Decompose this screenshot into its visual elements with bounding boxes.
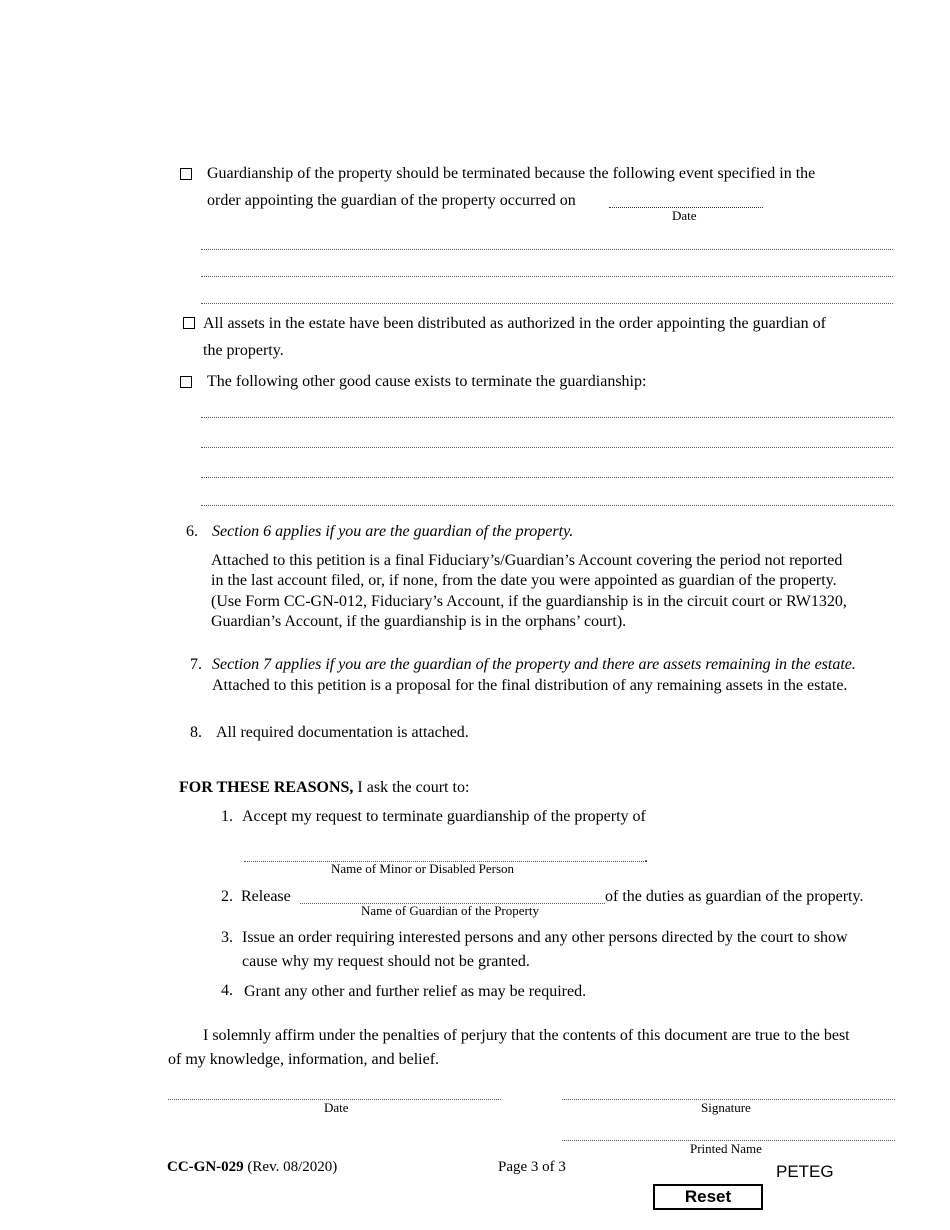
request-item-3-line-2: cause why my request should not be granted. [242, 953, 530, 970]
section-8-text: All required documentation is attached. [216, 724, 469, 741]
form-code: PETEG [776, 1162, 834, 1181]
section-6-line-2: in the last account filed, or, if none, from the date you were appointed as guardian of the property. [211, 572, 837, 589]
signature-label: Signature [701, 1100, 751, 1115]
request-item-2-after: of the duties as guardian of the property. [605, 888, 864, 905]
request-item-2-number: 2. [221, 888, 233, 905]
section-8-number: 8. [190, 724, 202, 741]
other-cause-checkbox[interactable] [180, 376, 192, 388]
other-cause-line-3[interactable] [201, 477, 893, 478]
section-6-number: 6. [186, 523, 198, 540]
assets-line-1: All assets in the estate have been distributed as authorized in the order appointing the guardian of [203, 315, 826, 332]
event-description-line-1[interactable] [201, 249, 893, 250]
assets-checkbox[interactable] [183, 317, 195, 329]
event-description-line-2[interactable] [201, 276, 893, 277]
minor-name-period: . [644, 849, 648, 866]
section-7-heading: Section 7 applies if you are the guardian of the property and there are assets remaining in the estate. [212, 656, 856, 673]
event-date-label: Date [672, 208, 697, 223]
request-intro [179, 778, 469, 798]
request-item-2-before: Release [241, 888, 291, 905]
section-6-line-4: Guardian’s Account, if the guardianship is in the orphans’ court). [211, 613, 627, 630]
section-6-heading: Section 6 applies if you are the guardian of the property. [212, 523, 574, 540]
section-6-line-1: Attached to this petition is a final Fiduciary’s/Guardian’s Account covering the period not reported [211, 552, 843, 569]
other-cause-line-1[interactable] [201, 417, 893, 418]
page-number: Page 3 of 3 [498, 1159, 566, 1175]
other-cause-line-2[interactable] [201, 447, 893, 448]
printed-name-label: Printed Name [690, 1141, 762, 1156]
section-7-line: Attached to this petition is a proposal for the final distribution of any remaining assets in the estate. [212, 677, 848, 694]
request-item-3-line-1: Issue an order requiring interested persons and any other persons directed by the court to show [242, 929, 848, 946]
request-item-4-number: 4. [221, 982, 233, 999]
event-line-2: order appointing the guardian of the property occurred on [207, 192, 576, 209]
section-6-line-3: (Use Form CC-GN-012, Fiduciary’s Account, if the guardianship is in the circuit court or RW1320, [211, 593, 847, 610]
affirmation-line-2: of my knowledge, information, and belief. [168, 1051, 440, 1068]
other-cause-line: The following other good cause exists to terminate the guardianship: [207, 373, 647, 390]
signature-date-label: Date [324, 1100, 349, 1115]
affirmation-line-1: I solemnly affirm under the penalties of perjury that the contents of this document are true to the best [203, 1027, 850, 1044]
request-intro-bold: FOR THESE REASONS, [179, 779, 354, 796]
request-item-1-number: 1. [221, 808, 233, 825]
form-id-code: CC-GN-029 [167, 1159, 244, 1175]
request-item-1-text: Accept my request to terminate guardianship of the property of [242, 808, 646, 825]
event-description-line-3[interactable] [201, 303, 893, 304]
event-checkbox[interactable] [180, 168, 192, 180]
section-7-number: 7. [190, 656, 202, 673]
form-id [167, 1158, 337, 1176]
reset-button[interactable]: Reset [653, 1184, 763, 1210]
guardian-name-label: Name of Guardian of the Property [361, 903, 539, 918]
form-revision: (Rev. 08/2020) [243, 1159, 338, 1175]
request-item-4-text: Grant any other and further relief as may be required. [244, 983, 587, 1000]
request-intro-rest: I ask the court to: [353, 779, 470, 796]
event-line-1: Guardianship of the property should be terminated because the following event specified in the [207, 165, 816, 182]
request-item-3-number: 3. [221, 929, 233, 946]
assets-line-2: the property. [203, 342, 284, 359]
minor-name-label: Name of Minor or Disabled Person [331, 861, 515, 876]
other-cause-line-4[interactable] [201, 505, 893, 506]
